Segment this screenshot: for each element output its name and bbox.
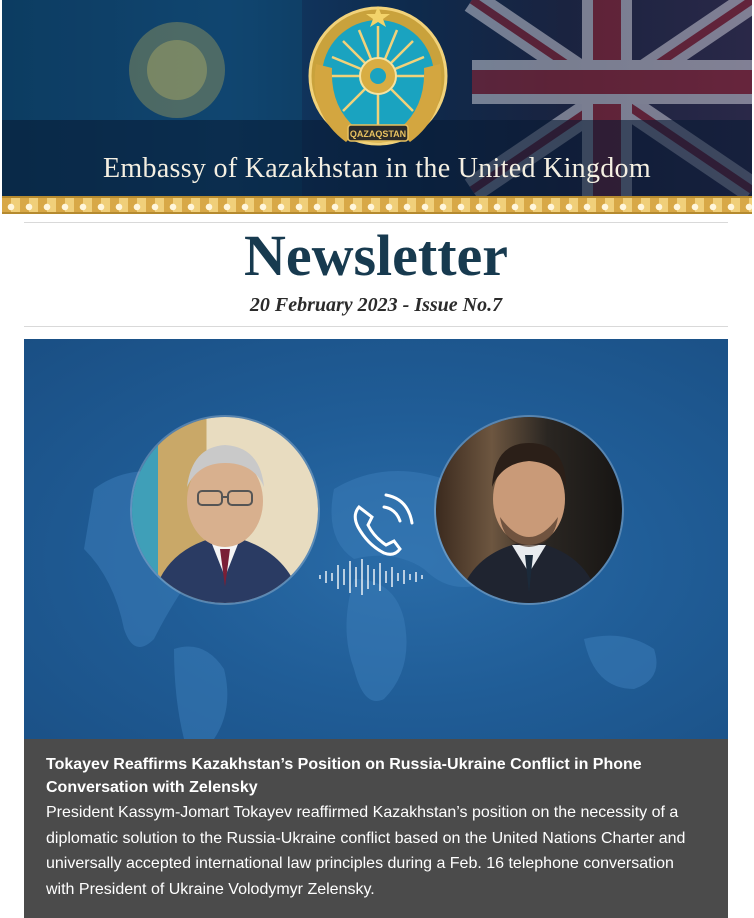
world-map <box>24 339 728 739</box>
gold-ornament-border <box>2 196 752 214</box>
embassy-banner <box>2 0 752 214</box>
article-hero-image[interactable] <box>24 339 728 739</box>
svg-text:QAZAQSTAN: QAZAQSTAN <box>349 129 407 139</box>
portrait-tokayev <box>132 417 318 603</box>
kazakhstan-emblem <box>306 4 450 154</box>
newsletter-date-issue: 20 February 2023 - Issue No.7 <box>249 294 503 316</box>
article-summary: President Kassym-Jomart Tokayev reaffirmed Kazakhstan’s position on the necessity of a diplomatic solution to the Russia-Ukraine conflict based on the United Nations Charter and universally accepted international law principles during a Feb. 16 telephone conversation with President of Ukraine Volodymyr Zelensky. <box>46 804 686 898</box>
article-title[interactable]: Tokayev Reaffirms Kazakhstan’s Position on Russia-Ukraine Conflict in Phone Conversation with Zelensky <box>46 756 642 796</box>
embassy-title: Embassy of Kazakhstan in the United Kingdom <box>103 153 651 184</box>
article-card[interactable] <box>24 739 728 918</box>
newsletter-title: Newsletter <box>243 223 509 288</box>
divider-bottom <box>24 326 728 327</box>
portrait-zelensky <box>436 417 622 603</box>
